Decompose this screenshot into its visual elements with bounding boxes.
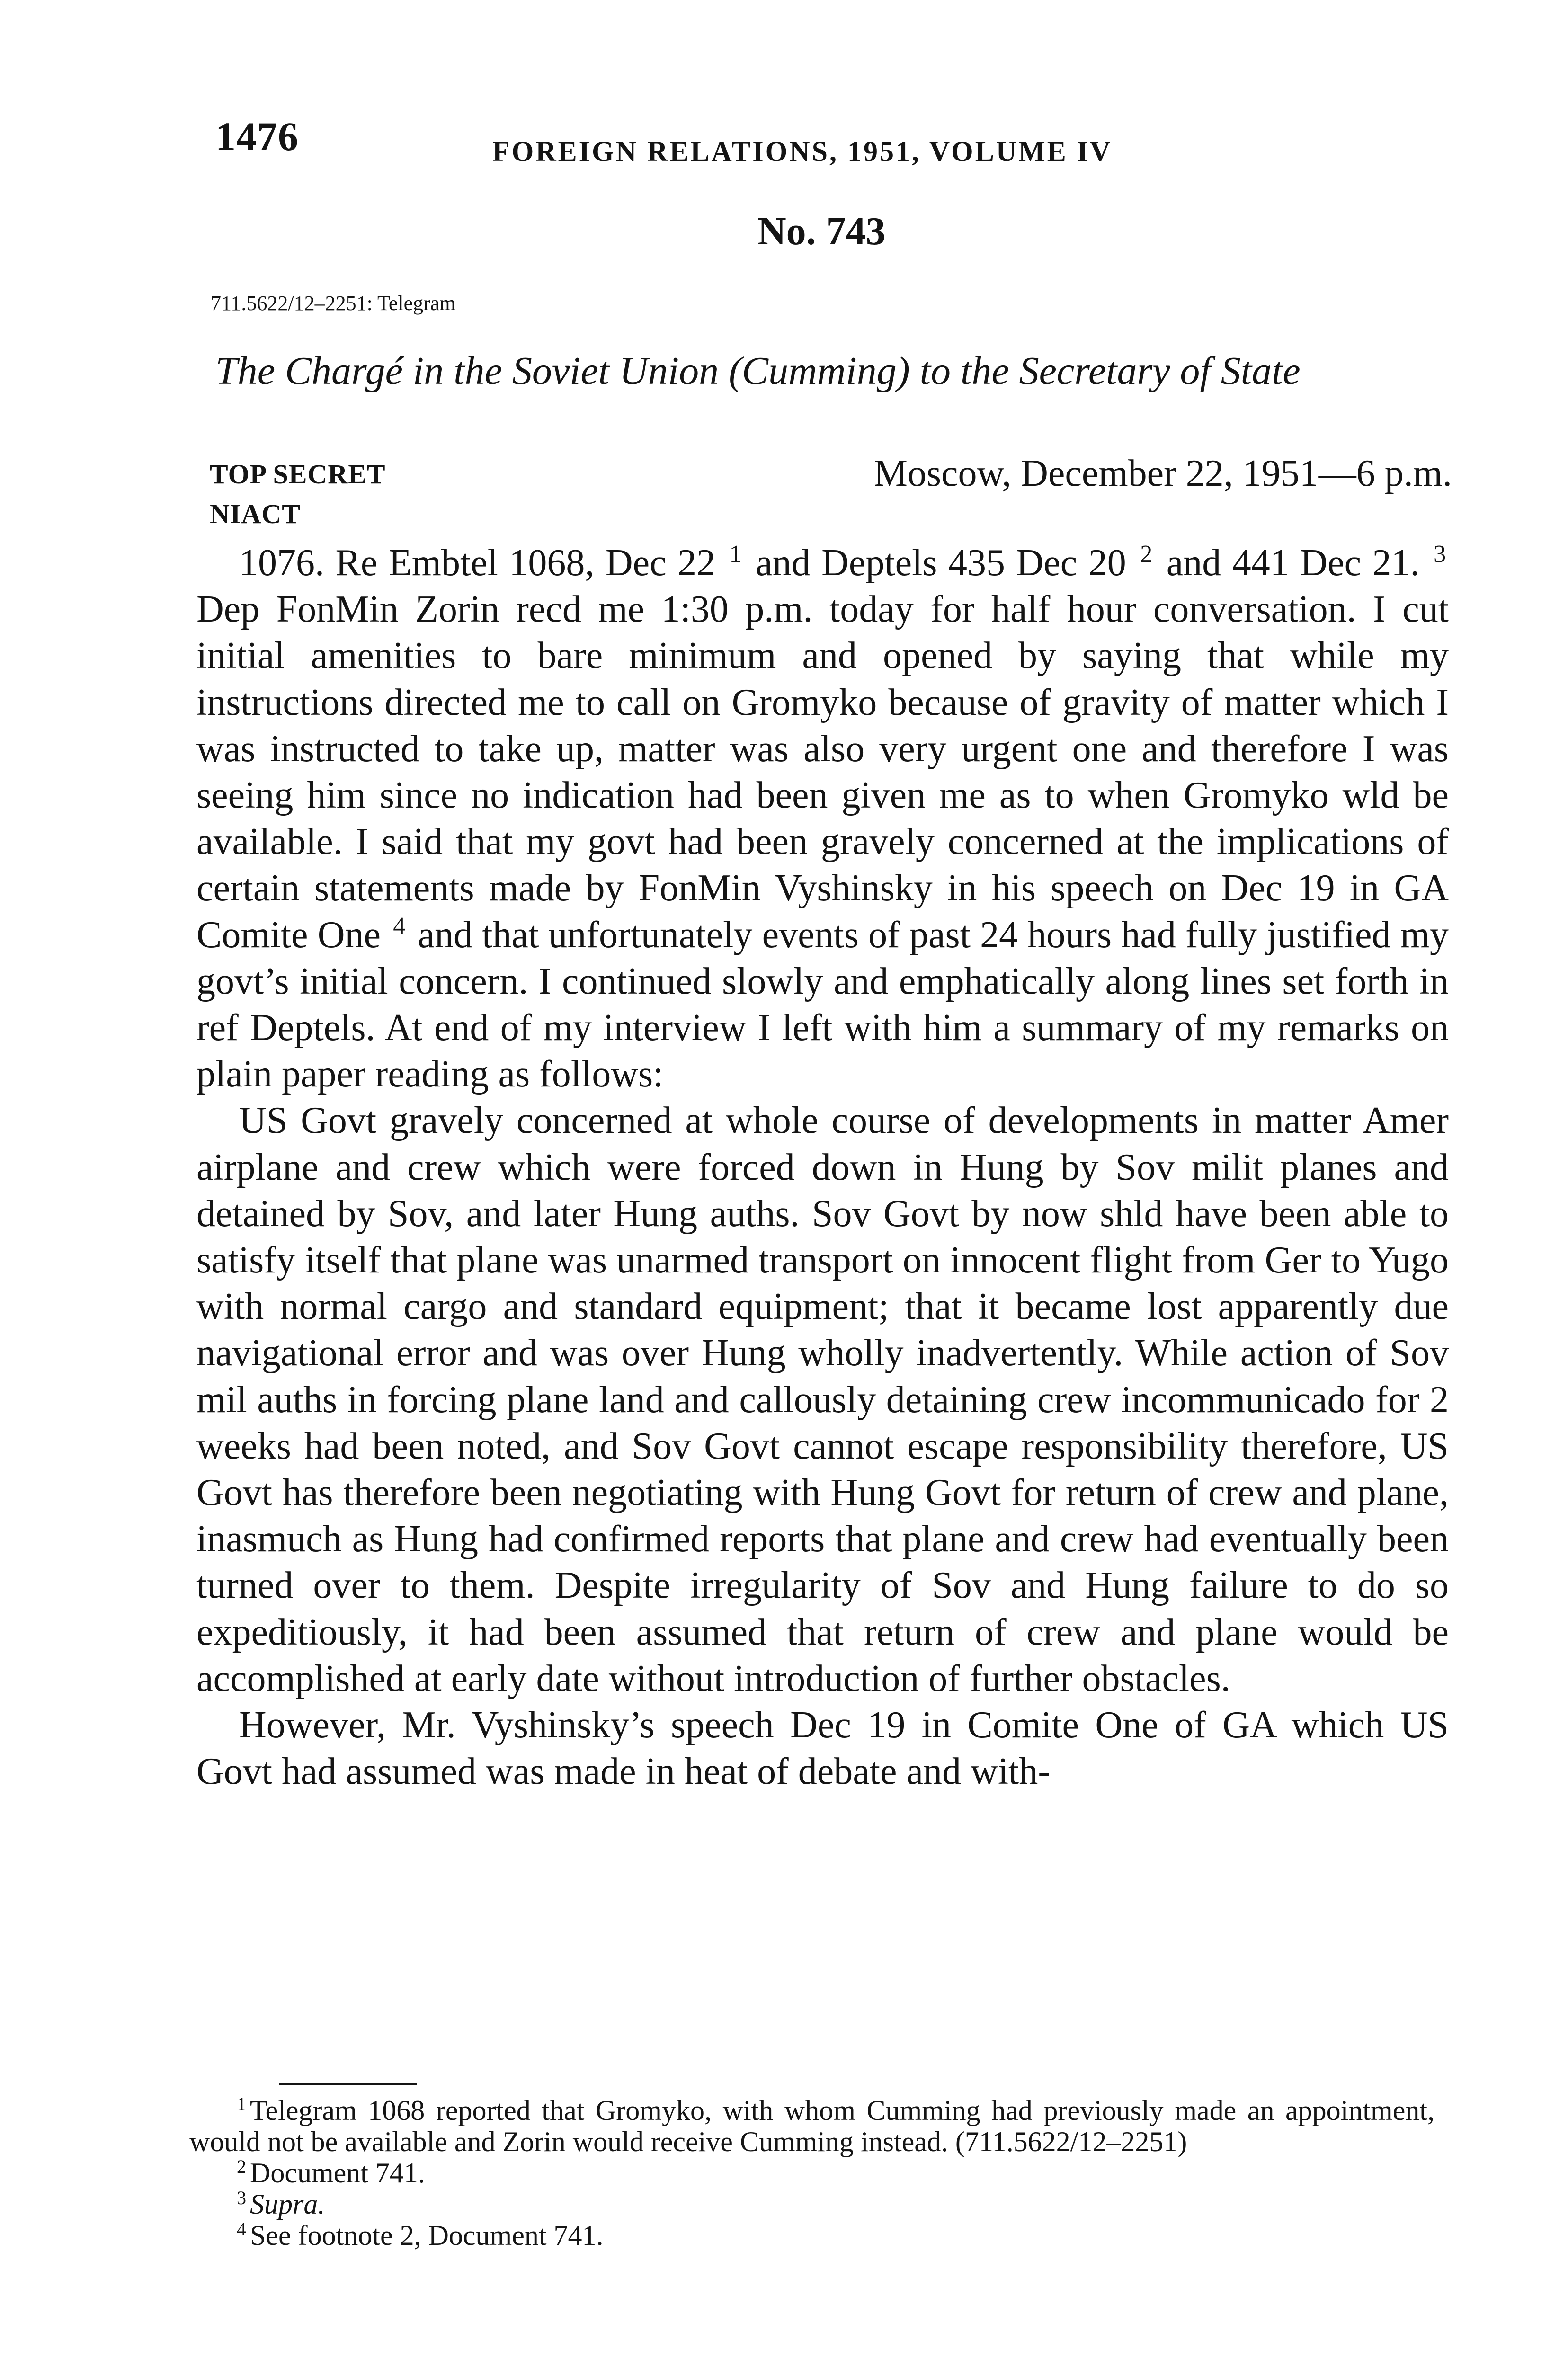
- footnotes: [189, 2095, 1434, 2251]
- footnote-4: [189, 2220, 1434, 2251]
- footnote-2-number: 2: [237, 2156, 246, 2177]
- footnote-ref-3: 3: [1434, 541, 1446, 568]
- paragraph-1-text-d: Dep FonMin Zorin recd me 1:30 p.m. today for half hour conversation. I cut initial amenities to bare minimum and opened by saying that while my instructions directed me to call on Gromyko because of gravity of matter which I was instructed to take up, matter was also very urgent one and therefore I was seeing him since no indication had been given me as to when Gromyko wld be available. I said that my govt had been gravely concerned at the implications of certain statements made by FonMin Vyshinsky in his speech on Dec 19 in GA Comite One: [196, 588, 1449, 956]
- running-head: FOREIGN RELATIONS, 1951, VOLUME IV: [492, 136, 1113, 167]
- footnote-1-number: 1: [237, 2093, 246, 2115]
- file-reference: 711.5622/12–2251: Telegram: [211, 292, 456, 315]
- paragraph-1: [196, 540, 1449, 1097]
- footnote-ref-2: 2: [1140, 541, 1153, 568]
- footnote-3-number: 3: [237, 2187, 246, 2208]
- footnote-3-text: Supra.: [250, 2189, 325, 2220]
- paragraph-1-text-e: and that unfortunately events of past 24 hours had fully justified my govt’s initial concern. I continued slowly and emphatically along lines set forth in ref Deptels. At end of my interview I left with him a summary of my remarks on plain paper reading as follows:: [196, 914, 1449, 1095]
- footnote-ref-1: 1: [729, 541, 742, 568]
- classification-top-secret: TOP SECRET: [210, 459, 386, 489]
- footnote-1: [189, 2095, 1434, 2157]
- paragraph-1-text-b: and Deptels 435 Dec 20: [756, 542, 1126, 584]
- paragraph-1-text-c: and 441 Dec 21.: [1166, 542, 1420, 584]
- footnote-4-text: See footnote 2, Document 741.: [250, 2220, 604, 2251]
- paragraph-2: US Govt gravely concerned at whole course of developments in matter Amer airplane and crew which were forced down in Hung by Sov milit planes and detained by Sov, and later Hung auths. Sov Govt by now shld have been able to satisfy itself that plane was unarmed transport on innocent flight from Ger to Yugo with normal cargo and standard equipment; that it became lost apparently due navigational error and was over Hung wholly inadvertently. While action of Sov mil auths in forcing plane land and callously detaining crew incommunicado for 2 weeks had been noted, and Sov Govt cannot escape responsibility therefore, US Govt has therefore been negotiating with Hung Govt for return of crew and plane, inasmuch as Hung had confirmed reports that plane and crew had eventually been turned over to them. Despite irregularity of Sov and Hung failure to do so expeditiously, it had been assumed that return of crew and plane would be accomplished at early date without introduction of further obstacles.: [196, 1100, 1449, 1700]
- footnote-ref-4: 4: [393, 912, 406, 940]
- page-number: 1476: [215, 114, 299, 159]
- footnote-divider: [279, 2083, 417, 2085]
- document-title: The Chargé in the Soviet Union (Cumming) to the Secretary of State: [215, 349, 1301, 393]
- footnote-4-number: 4: [237, 2218, 246, 2240]
- footnote-3: [189, 2189, 1434, 2220]
- telegram-body: [196, 540, 1449, 1795]
- paragraph-1-text-a: 1076. Re Embtel 1068, Dec 22: [239, 542, 716, 584]
- paragraph-3: However, Mr. Vyshinsky’s speech Dec 19 in Comite One of GA which US Govt had assumed was made in heat of debate and with-: [196, 1704, 1449, 1793]
- classification-block: [210, 454, 386, 534]
- dateline: Moscow, December 22, 1951—6 p.m.: [873, 453, 1452, 494]
- footnote-1-text: Telegram 1068 reported that Gromyko, with whom Cumming had previously made an appointment, would not be available and Zorin would receive Cumming instead. (711.5622/12–2251): [189, 2095, 1434, 2157]
- footnote-2-text: Document 741.: [250, 2157, 425, 2189]
- footnote-2: [189, 2157, 1434, 2189]
- classification-niact: NIACT: [210, 498, 301, 529]
- document-number: No. 743: [757, 209, 886, 253]
